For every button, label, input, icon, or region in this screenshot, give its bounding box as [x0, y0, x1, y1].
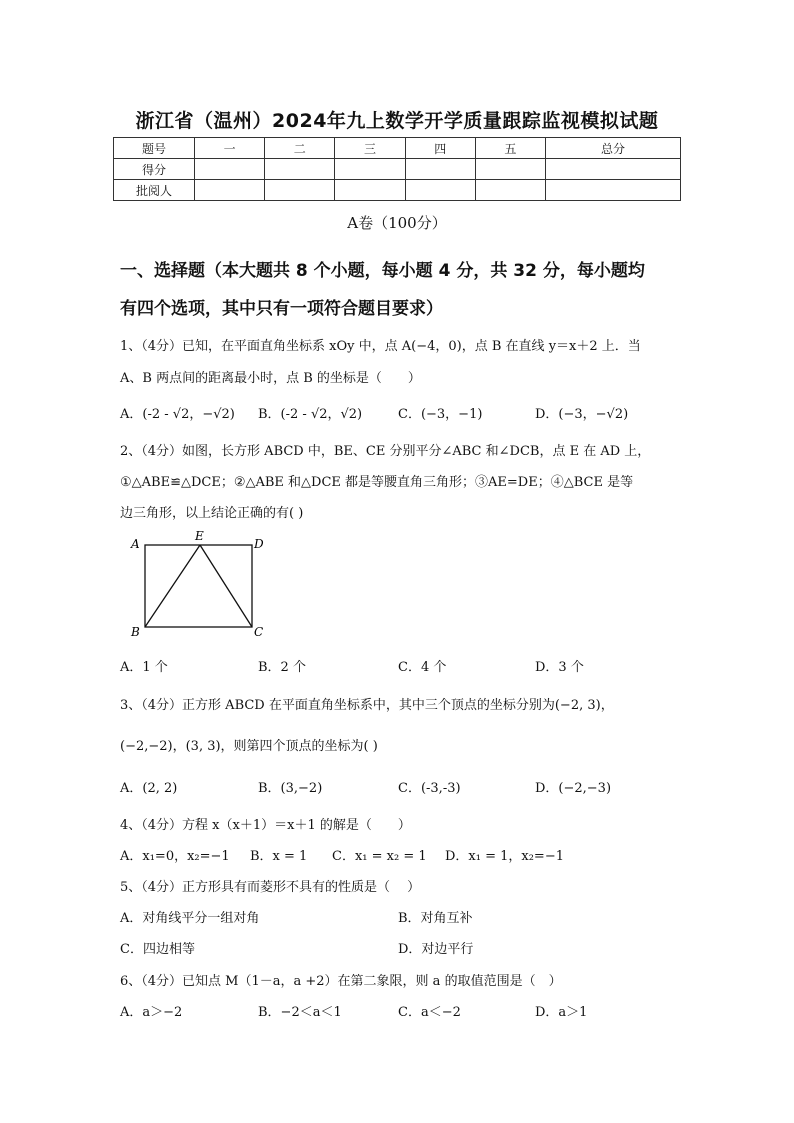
label-a: A — [131, 537, 140, 551]
table-cell — [195, 159, 265, 180]
table-cell — [475, 180, 545, 201]
label-b: B — [131, 625, 140, 639]
q1-option-a: A．(-2 - √2，−√2) — [120, 407, 235, 422]
table-cell: 得分 — [114, 159, 195, 180]
q3-option-d: D．(−2,−3) — [535, 781, 612, 796]
segment-be — [145, 545, 200, 627]
q2-option-b: B．2 个 — [258, 660, 306, 675]
q3-option-a: A．(2, 2) — [120, 781, 178, 796]
q2-option-d: D．3 个 — [535, 660, 584, 675]
q4-option-a: A．x₁=0，x₂=−1 — [120, 849, 230, 864]
segment-ce — [200, 545, 252, 627]
q4-option-b: B．x = 1 — [250, 849, 308, 864]
q5-text-line1: 5、（4分）正方形具有而菱形不具有的性质是（ ） — [120, 880, 421, 895]
q6-option-b: B．−2＜a＜1 — [258, 1005, 342, 1020]
q3-text-line2: (−2,−2)，(3, 3)，则第四个顶点的坐标为( ) — [120, 739, 378, 754]
q1-text-line2: A、B 两点间的距离最小时，点 B 的坐标是（ ） — [120, 371, 421, 386]
q4-option-d: D．x₁ = 1，x₂=−1 — [445, 849, 564, 864]
table-cell — [405, 159, 475, 180]
q3-text-line1: 3、（4分）正方形 ABCD 在平面直角坐标系中，其中三个顶点的坐标分别为(−2, 3)， — [120, 698, 614, 713]
q3-option-b: B．(3,−2) — [258, 781, 323, 796]
table-cell — [265, 159, 335, 180]
q6-option-d: D．a＞1 — [535, 1005, 588, 1020]
page-title: 浙江省（温州）2024年九上数学开学质量跟踪监视模拟试题 — [135, 110, 659, 132]
q4-option-c: C．x₁ = x₂ = 1 — [332, 849, 427, 864]
q6-text-line1: 6、（4分）已知点 M（1－a，a +2）在第二象限，则 a 的取值范围是（ ） — [120, 974, 562, 989]
table-cell: 题号 — [114, 138, 195, 159]
q1-option-b: B．(-2 - √2，√2) — [258, 407, 363, 422]
table-row — [114, 138, 681, 159]
table-row — [114, 159, 681, 180]
table-cell — [335, 180, 405, 201]
table-cell — [475, 159, 545, 180]
volume-heading: A卷（100分） — [347, 214, 447, 232]
section-heading-line1: 一、选择题（本大题共 8 个小题，每小题 4 分，共 32 分，每小题均 — [120, 261, 645, 281]
table-cell: 一 — [195, 138, 265, 159]
score-table — [113, 137, 681, 201]
label-d: D — [254, 537, 264, 551]
q5-option-b: B．对角互补 — [398, 911, 473, 926]
table-cell: 二 — [265, 138, 335, 159]
section-heading-line2: 有四个选项，其中只有一项符合题目要求） — [120, 299, 443, 319]
q4-text-line1: 4、（4分）方程 x（x＋1）＝x＋1 的解是（ ） — [120, 818, 411, 833]
label-e: E — [195, 530, 204, 543]
table-cell — [405, 180, 475, 201]
rectangle-figure — [120, 530, 280, 645]
q2-text-line2: ①△ABE≌△DCE；②△ABE 和△DCE 都是等腰直角三角形；③AE=DE；④△BCE 是等 — [120, 475, 634, 490]
q2-text-line1: 2、（4分）如图，长方形 ABCD 中，BE、CE 分别平分∠ABC 和∠DCB，点 E 在 AD 上， — [120, 444, 651, 459]
table-cell — [195, 180, 265, 201]
q2-option-c: C．4 个 — [398, 660, 447, 675]
q5-option-d: D．对边平行 — [398, 942, 474, 957]
q6-option-c: C．a＜−2 — [398, 1005, 461, 1020]
q6-option-a: A．a＞−2 — [120, 1005, 183, 1020]
table-cell: 批阅人 — [114, 180, 195, 201]
q1-option-d: D．(−3，−√2) — [535, 407, 629, 422]
table-cell — [335, 159, 405, 180]
q1-text-line1: 1、（4分）已知，在平面直角坐标系 xOy 中，点 A(−4，0)，点 B 在直线 y＝x＋2 上．当 — [120, 339, 641, 354]
table-cell: 总分 — [546, 138, 681, 159]
rectangle-abcd — [145, 545, 252, 627]
table-cell: 三 — [335, 138, 405, 159]
label-c: C — [254, 625, 264, 639]
q2-option-a: A．1 个 — [120, 660, 168, 675]
q5-option-a: A．对角线平分一组对角 — [120, 911, 260, 926]
table-cell: 四 — [405, 138, 475, 159]
q3-option-c: C．(-3,-3) — [398, 781, 461, 796]
table-cell — [265, 180, 335, 201]
table-cell — [546, 180, 681, 201]
table-cell — [546, 159, 681, 180]
table-cell: 五 — [475, 138, 545, 159]
table-row — [114, 180, 681, 201]
q5-option-c: C．四边相等 — [120, 942, 195, 957]
q1-option-c: C．(−3，−1) — [398, 407, 483, 422]
q2-text-line3: 边三角形，以上结论正确的有( ) — [120, 506, 304, 521]
